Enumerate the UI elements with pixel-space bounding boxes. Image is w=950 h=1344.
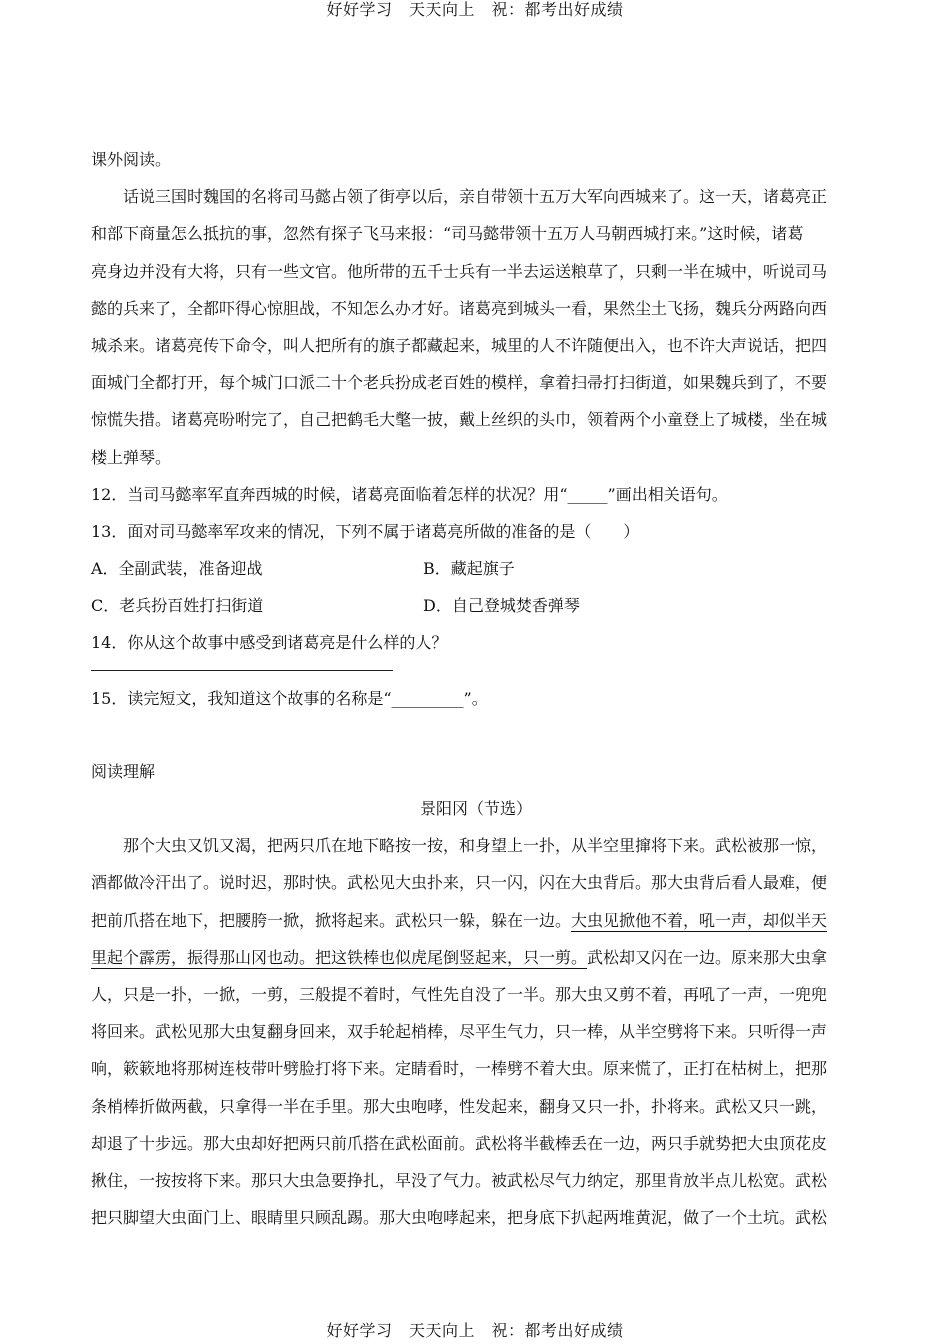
passage-line [91,939,861,976]
passage-line: 将回来。武松见那大虫复翻身回来，双手轮起梢棒，尽平生气力，只一棒，从半空劈将下来。只听得一声 [91,1022,828,1042]
passage-title: 景阳冈（节选） [419,799,532,818]
section-title-reading: 阅读理解 [91,761,156,781]
passage-line: 响，簌簌地将那树连枝带叶劈脸打将下来。定睛看时，一棒劈不着大虫。原来慌了，正打在枯树上，把那 [91,1059,828,1079]
passage-line: 亮身边并没有大将，只有一些文官。他所带的五千士兵有一半去运送粮草了，只剩一半在城中，听说司马 [91,261,828,281]
passage-line: 懿的兵来了，全都吓得心惊胆战，不知怎么办才好。诸葛亮到城头一看，果然尘土飞扬，魏兵分两路向西 [91,298,828,318]
underlined-sentence: 里起个霹雳，振得那山冈也动。把这铁棒也似虎尾倒竖起来，只一剪。 [91,947,588,967]
option-c: C．老兵扮百姓打扫街道 [91,596,264,616]
passage-kongcheng [91,178,861,476]
section-title: 课外阅读。 [91,150,172,169]
passage-line: 把只脚望大虫面门上、眼睛里只顾乱踢。那大虫咆哮起来，把身底下扒起两堆黄泥，做了一个土坑。武松 [91,1208,828,1228]
passage-jingyanggang [91,827,861,1236]
passage-line: 和部下商量怎么抵抗的事，忽然有探子飞马来报：“司马懿带领十五万人马朝西城打来。”这时候，诸葛 [91,224,804,244]
question-12: 12．当司马懿率军直奔西城的时候，诸葛亮面临着怎样的状况？用“_____”画出相关语句。 [91,484,728,504]
answer-line [91,670,393,671]
passage-line: 揪住，一按按将下来。那只大虫急要挣扎，早没了气力。被武松尽气力纳定，那里肯放半点儿松宽。武松 [91,1170,828,1190]
passage-line: 面城门全都打开，每个城门口派二十个老兵扮成老百姓的模样，拿着扫帚打扫街道，如果魏兵到了，不要 [91,373,828,393]
underlined-sentence: 大虫见掀他不着，吼一声，却似半天 [571,910,828,930]
option-a: A．全副武装，准备迎战 [91,559,263,579]
question-15: 15．读完短文，我知道这个故事的名称是“_________”。 [91,688,488,708]
passage-line: 惊慌失措。诸葛亮吩咐完了，自己把鹤毛大氅一披，戴上丝织的头巾，领着两个小童登上了城楼，坐在城 [91,410,828,430]
plain-text: 武松却又闪在一边。原来那大虫拿 [587,947,828,967]
passage-line: 城杀来。诸葛亮传下命令，叫人把所有的旗子都藏起来，城里的人不许随便出入，也不许大声说话，把四 [91,335,828,355]
option-d: D．自己登城焚香弹琴 [423,596,580,616]
passage-line: 人，只是一扑，一掀，一剪，三般提不着时，气性先自没了一半。那大虫又剪不着，再吼了一声，一兜兜 [91,984,828,1004]
passage-line: 那个大虫又饥又渴，把两只爪在地下略按一按，和身望上一扑，从半空里撺将下来。武松被那一惊， [123,836,828,856]
passage-line [91,902,861,939]
document-body [91,141,861,1236]
passage-line: 酒都做冷汗出了。说时迟，那时快。武松见大虫扑来，只一闪，闪在大虫背后。那大虫背后看人最难，便 [91,873,828,893]
options-row-ab [91,550,861,587]
plain-text: 把前爪搭在地下，把腰胯一掀，掀将起来。武松只一躲，躲在一边。 [91,910,572,930]
page-footer: 好好学习 天天向上 祝：都考出好成绩 [326,1321,624,1340]
question-14: 14．你从这个故事中感受到诸葛亮是什么样的人？ [91,633,448,653]
question-13: 13．面对司马懿率军攻来的情况，下列不属于诸葛亮所做的准备的是（ ） [91,521,640,541]
option-b: B．藏起旗子 [423,559,515,579]
passage-line: 话说三国时魏国的名将司马懿占领了街亭以后，亲自带领十五万大军向西城来了。这一天，诸葛亮正 [123,187,828,207]
passage-line: 楼上弹琴。 [91,447,172,467]
spacer [91,717,861,753]
passage-line: 却退了十步远。那大虫却好把两只前爪搭在武松面前。武松将半截棒丢在一边，两只手就势把大虫顶花皮 [91,1133,828,1153]
options-row-cd [91,587,861,624]
page-header: 好好学习 天天向上 祝：都考出好成绩 [326,0,624,19]
passage-line: 条梢棒折做两截，只拿得一半在手里。那大虫咆哮，性发起来，翻身又只一扑，扑将来。武松又只一跳， [91,1096,828,1116]
